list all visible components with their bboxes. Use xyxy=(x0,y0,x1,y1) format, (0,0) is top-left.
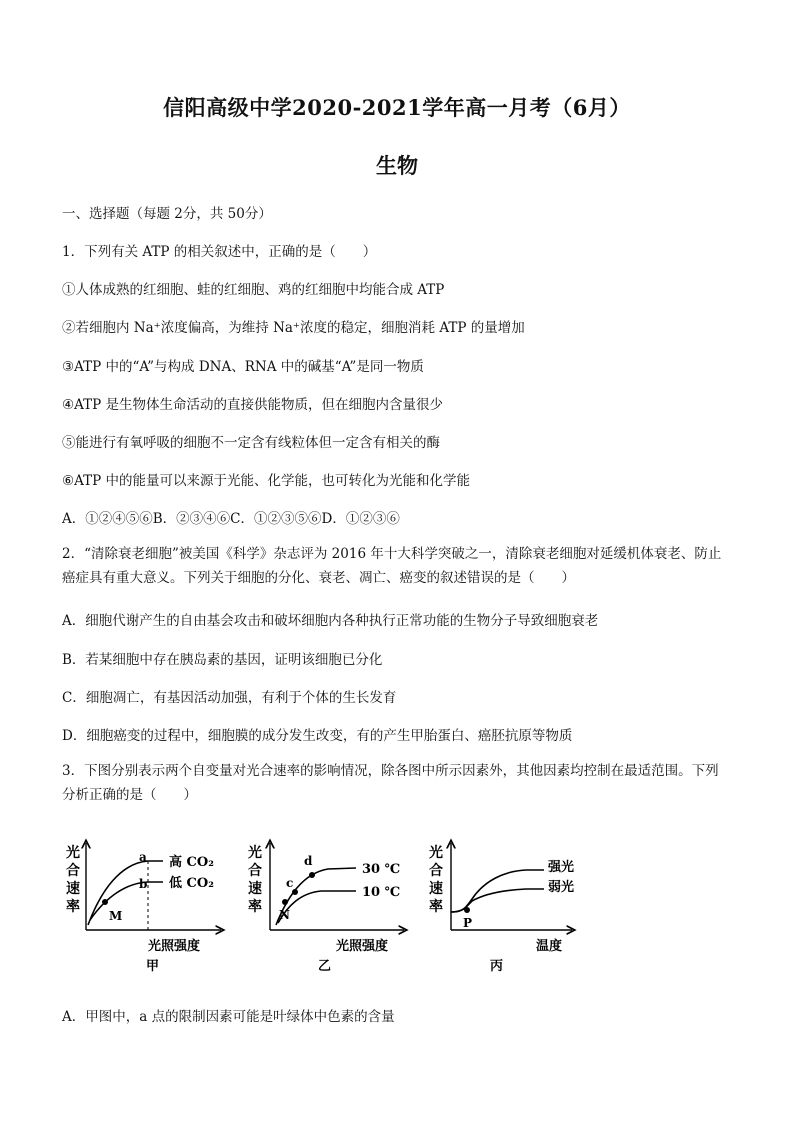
caption: 甲 xyxy=(146,959,160,974)
q1-item: ①人体成熟的红细胞、蛙的红细胞、鸡的红细胞中均能合成 ATP xyxy=(62,282,445,298)
q2-option-a: A．细胞代谢产生的自由基会攻击和破坏细胞内各种执行正常功能的生物分子导致细胞衰老 xyxy=(62,613,599,629)
ylabel-char: 速 xyxy=(429,881,443,897)
label-d: d xyxy=(304,854,313,868)
point-P xyxy=(464,907,470,913)
q1-item: ⑤能进行有氧呼吸的细胞不一定含有线粒体但一定含有相关的酶 xyxy=(62,435,440,451)
page-title: 信阳高级中学2020-2021学年高一月考（6月） xyxy=(163,95,631,120)
caption: 丙 xyxy=(490,959,504,974)
q2-option-b: B．若某细胞中存在胰岛素的基因，证明该细胞已分化 xyxy=(62,652,383,668)
ylabel-char: 合 xyxy=(248,863,262,879)
q1-stem: 1．下列有关 ATP 的相关叙述中，正确的是（ ） xyxy=(62,244,377,260)
q3-graphs xyxy=(66,835,586,975)
graph-jia xyxy=(66,843,221,974)
point-d xyxy=(309,872,315,878)
ylabel-char: 率 xyxy=(248,899,262,915)
label-P: P xyxy=(463,916,473,930)
xlabel: 光照强度 xyxy=(336,939,389,954)
graph-bing xyxy=(429,843,574,974)
curve-label-weak: 弱光 xyxy=(548,880,575,895)
q3-option-a: A．甲图中，a 点的限制因素可能是叶绿体中色素的含量 xyxy=(62,1009,395,1025)
q1-options: A．①②④⑤⑥B．②③④⑥C．①②③⑤⑥D．①②③⑥ xyxy=(62,511,400,527)
ylabel-char: 光 xyxy=(66,845,80,861)
curve-strong xyxy=(451,870,544,912)
q2-stem: 2．“清除衰老细胞”被美国《科学》杂志评为 2016 年十大科学突破之一，清除衰老细胞对延缓机体衰老、防止癌症具有重大意义。下列关于细胞的分化、衰老、凋亡、癌变的叙述错误的是（ ） xyxy=(62,546,722,586)
ylabel-char: 合 xyxy=(66,863,80,879)
label-M: M xyxy=(109,909,123,923)
point-N xyxy=(282,899,288,905)
label-a: a xyxy=(139,850,147,864)
ylabel-char: 率 xyxy=(66,899,80,915)
xlabel: 温度 xyxy=(536,939,563,954)
curve-label-high: 高 CO₂ xyxy=(169,855,214,870)
curve-low xyxy=(90,882,163,920)
curve-label-30: 30 ℃ xyxy=(362,862,401,877)
caption: 乙 xyxy=(318,959,332,974)
ylabel-char: 速 xyxy=(248,881,262,897)
point-M xyxy=(102,899,108,905)
q1-item: ③ATP 中的“A”与构成 DNA、RNA 中的碱基“A”是同一物质 xyxy=(62,359,424,375)
label-b: b xyxy=(139,877,148,891)
section-heading: 一、选择题（每题 2分，共 50分） xyxy=(62,206,272,222)
curve-label-strong: 强光 xyxy=(548,860,575,875)
q2-option-d: D．细胞癌变的过程中，细胞膜的成分发生改变，有的产生甲胎蛋白、癌胚抗原等物质 xyxy=(62,728,573,744)
subject-title: 生物 xyxy=(376,153,418,178)
graph-yi xyxy=(248,843,404,974)
label-N: N xyxy=(279,908,290,922)
q3-graphs-svg xyxy=(66,835,586,975)
curve-label-low: 低 CO₂ xyxy=(169,876,214,891)
curve-label-10: 10 ℃ xyxy=(362,885,401,900)
q3-stem: 3．下图分别表示两个自变量对光合速率的影响情况，除各图中所示因素外，其他因素均控制在最适范围。下列分析正确的是（ ） xyxy=(62,763,719,803)
ylabel-char: 率 xyxy=(429,899,443,915)
ylabel-char: 速 xyxy=(66,881,80,897)
q1-item: ②若细胞内 Na⁺浓度偏高，为维持 Na⁺浓度的稳定，细胞消耗 ATP 的量增加 xyxy=(62,320,525,336)
ylabel-char: 光 xyxy=(429,845,443,861)
q1-item: ④ATP 是生物体生命活动的直接供能物质，但在细胞内含量很少 xyxy=(62,397,443,413)
xlabel: 光照强度 xyxy=(148,939,201,954)
label-c: c xyxy=(286,876,294,890)
curve-high xyxy=(88,861,163,925)
q2-option-c: C．细胞凋亡，有基因活动加强，有利于个体的生长发育 xyxy=(62,690,397,706)
q1-item: ⑥ATP 中的能量可以来源于光能、化学能，也可转化为光能和化学能 xyxy=(62,473,470,489)
ylabel-char: 合 xyxy=(429,863,443,879)
ylabel-char: 光 xyxy=(248,845,262,861)
